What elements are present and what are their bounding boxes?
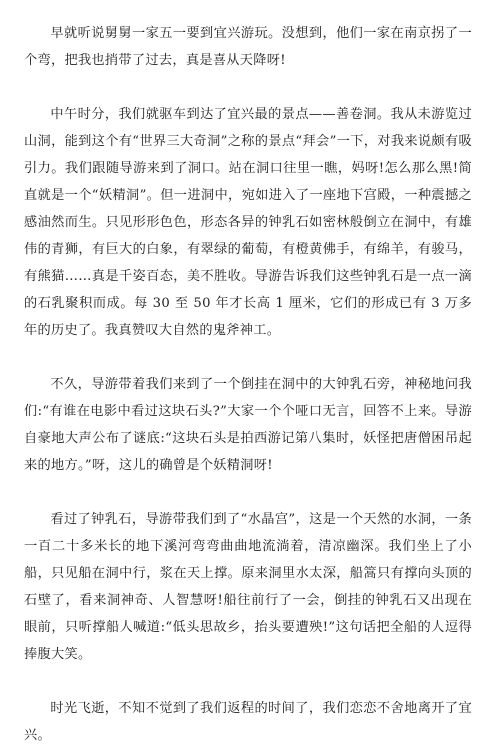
- paragraph-spacer: [24, 479, 472, 506]
- paragraph-spacer: [24, 668, 472, 695]
- paragraph-2: 中午时分，我们就驱车到达了宜兴最的景点——善卷洞。我从未游览过山洞，能到这个有“世界三大奇洞”之称的景点“拜会”一下，对我来说颇有吸引力。我们跟随导游来到了洞口。站在洞口往里一瞧，妈呀!怎么那么黑!简直就是一个“妖精洞”。但一进洞中，宛如进入了一座地下宫殿，一种震撼之感油然而生。只见形形色色，形态各异的钟乳石如密林般倒立在洞中，有雄伟的青狮，有巨大的白象，有翠绿的葡萄，有橙黄佛手，有绵羊，有骏马，有熊猫……真是千姿百态，美不胜收。导游告诉我们这些钟乳石是一点一滴的石乳聚积而成。每 30 至 50 年才长高 1 厘米，它们的形成已有 3 万多年的历史了。我真赞叹大自然的鬼斧神工。: [24, 107, 472, 338]
- paragraph-spacer: [24, 344, 472, 371]
- paragraph-3: 不久，导游带着我们来到了一个倒挂在洞中的大钟乳石旁，神秘地问我们:“有谁在电影中看过这块石头?”大家一个个哑口无言，回答不上来。导游自豪地大声公布了谜底:“这块石头是拍西游记第八集时，妖怪把唐僧困吊起来的地方。”呀，这儿的确曾是个妖精洞呀!: [24, 377, 472, 473]
- paragraph-spacer: [24, 74, 472, 101]
- paragraph-4: 看过了钟乳石，导游带我们到了“水晶宫”，这是一个天然的水洞，一条一百二十多米长的地下溪河弯弯曲曲地流淌着，清凉幽深。我们坐上了小船，只见船在洞中行，浆在天上撑。原来洞里水太深，船篙只有撑向头顶的石壁了，看来洞神奇、人智慧呀!船往前行了一会，倒挂的钟乳石又出现在眼前，只听撑船人喊道:“低头思故乡，抬头要遭殃!”这句话把全船的人逗得捧腹大笑。: [24, 512, 472, 662]
- paragraph-1: 早就听说舅舅一家五一要到宜兴游玩。没想到，他们一家在南京拐了一个弯，把我也捎带了过去，真是喜从天降呀!: [24, 26, 472, 68]
- paragraph-5: 时光飞逝，不知不觉到了我们返程的时间了，我们恋恋不舍地离开了宜兴。: [24, 701, 472, 743]
